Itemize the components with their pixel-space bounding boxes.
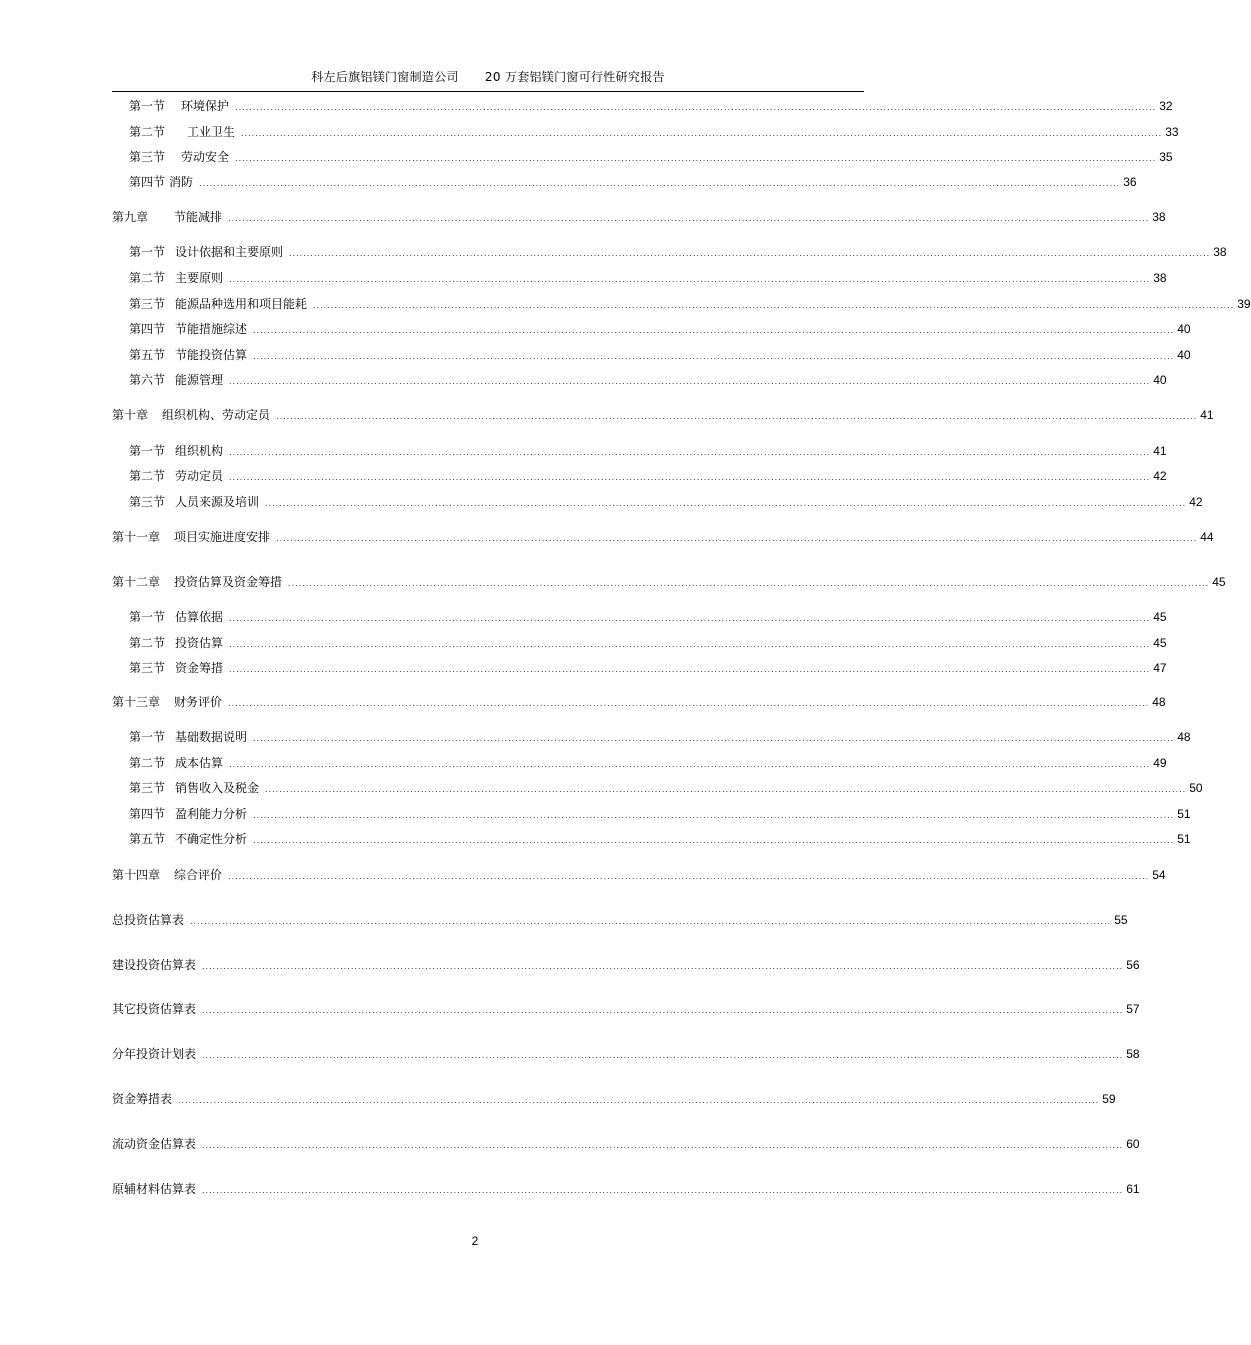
dot-leader: .................................................................................................................................................................................................................................................................... [228, 214, 1150, 223]
toc-entry-number: 第二节 [129, 636, 166, 650]
toc-entry-page: 57 [1126, 1002, 1140, 1016]
dot-leader: .................................................................................................................................................................................................................................................................... [229, 275, 1151, 284]
toc-entry-title: 节能措施综述 [175, 322, 248, 336]
toc-entry-page: 49 [1153, 756, 1167, 770]
toc-entry-page: 41 [1200, 408, 1214, 422]
toc-entry-page: 59 [1102, 1092, 1116, 1106]
dot-leader: .................................................................................................................................................................................................................................................................... [199, 179, 1121, 188]
toc-entry[interactable] [129, 780, 1203, 796]
toc-entry-number: 第二节 [129, 125, 166, 139]
toc-entry-page: 40 [1153, 373, 1167, 387]
toc-entry-title: 其它投资估算表 [112, 1002, 197, 1016]
toc-entry[interactable] [129, 149, 1173, 165]
dot-leader: .................................................................................................................................................................................................................................................................... [288, 579, 1210, 588]
toc-entry-page: 38 [1153, 271, 1167, 285]
dot-leader: .................................................................................................................................................................................................................................................................... [265, 499, 1187, 508]
toc-entry-title: 能源品种选用和项目能耗 [175, 297, 308, 311]
toc-entry-title: 劳动安全 [181, 150, 230, 164]
toc-entry-page: 41 [1153, 444, 1167, 458]
toc-entry-title: 建设投资估算表 [112, 958, 197, 972]
toc-entry[interactable] [129, 244, 1227, 260]
toc-entry[interactable] [129, 831, 1191, 847]
toc-entry-number: 第二节 [129, 756, 166, 770]
dot-leader: .................................................................................................................................................................................................................................................................... [235, 103, 1157, 112]
toc-entry-page: 47 [1153, 661, 1167, 675]
toc-entry[interactable] [129, 755, 1167, 771]
toc-entry-page: 56 [1126, 958, 1140, 972]
toc-entry-title: 估算依据 [175, 610, 224, 624]
toc-entry-page: 55 [1114, 913, 1128, 927]
toc-entry[interactable] [129, 609, 1167, 625]
toc-entry-title: 分年投资计划表 [112, 1047, 197, 1061]
toc-entry-number: 第四节 [129, 807, 166, 821]
toc-entry-page: 58 [1126, 1047, 1140, 1061]
dot-leader: .................................................................................................................................................................................................................................................................... [289, 249, 1211, 258]
dot-leader: .................................................................................................................................................................................................................................................................... [265, 785, 1187, 794]
toc-entry-page: 42 [1189, 495, 1203, 509]
dot-leader: .................................................................................................................................................................................................................................................................... [229, 448, 1151, 457]
dot-leader: .................................................................................................................................................................................................................................................................... [276, 412, 1198, 421]
toc-entry[interactable] [129, 270, 1167, 286]
dot-leader: .................................................................................................................................................................................................................................................................... [253, 836, 1175, 845]
toc-entry-title: 总投资估算表 [112, 913, 185, 927]
toc-entry[interactable] [112, 529, 1214, 545]
toc-entry-number: 第二节 [129, 469, 166, 483]
toc-entry-title: 资金筹措 [175, 661, 224, 675]
toc-entry-page: 48 [1177, 730, 1191, 744]
toc-entry-title: 财务评价 [174, 695, 223, 709]
dot-leader: .................................................................................................................................................................................................................................................................... [241, 129, 1163, 138]
dot-leader: .................................................................................................................................................................................................................................................................... [229, 614, 1151, 623]
toc-entry[interactable] [112, 1046, 1140, 1062]
toc-entry[interactable] [112, 1001, 1140, 1017]
toc-entry-number: 第十一章 [112, 530, 161, 544]
toc-entry[interactable] [129, 321, 1191, 337]
toc-entry-title: 人员来源及培训 [175, 495, 260, 509]
toc-entry-page: 60 [1126, 1137, 1140, 1151]
toc-entry-page: 45 [1153, 636, 1167, 650]
header-report-title: 20 万套铝镁门窗可行性研究报告 [484, 70, 665, 84]
toc-entry-number: 第四节 [129, 175, 166, 189]
toc-entry-title: 盈利能力分析 [175, 807, 248, 821]
toc-entry-title: 劳动定员 [175, 469, 224, 483]
toc-entry-number: 第一节 [129, 99, 166, 113]
toc-entry-title: 组织机构 [175, 444, 224, 458]
dot-leader: .................................................................................................................................................................................................................................................................... [313, 301, 1235, 310]
toc-entry[interactable] [112, 574, 1226, 590]
toc-entry[interactable] [112, 867, 1166, 883]
toc-entry[interactable] [112, 407, 1214, 423]
toc-entry-title: 环境保护 [181, 99, 230, 113]
dot-leader: .................................................................................................................................................................................................................................................................... [253, 352, 1175, 361]
toc-entry-title: 组织机构、劳动定员 [162, 408, 271, 422]
toc-entry-number: 第一节 [129, 245, 166, 259]
toc-entry-title: 设计依据和主要原则 [175, 245, 284, 259]
dot-leader: .................................................................................................................................................................................................................................................................... [253, 811, 1175, 820]
toc-entry[interactable] [129, 124, 1179, 140]
toc-entry-page: 33 [1165, 125, 1179, 139]
dot-leader: .................................................................................................................................................................................................................................................................... [228, 872, 1150, 881]
toc-entry-title: 销售收入及税金 [175, 781, 260, 795]
toc-entry-page: 44 [1200, 530, 1214, 544]
toc-entry-number: 第三节 [129, 297, 166, 311]
toc-entry-page: 61 [1126, 1182, 1140, 1196]
toc-entry[interactable] [112, 1181, 1140, 1197]
toc-entry-title: 能源管理 [175, 373, 224, 387]
toc-entry[interactable] [129, 660, 1167, 676]
toc-entry-title: 消防 [169, 175, 194, 189]
header-company: 科左后旗铝镁门窗制造公司 [311, 70, 459, 84]
toc-entry-title: 节能减排 [174, 210, 223, 224]
dot-leader: .................................................................................................................................................................................................................................................................... [229, 665, 1151, 674]
dot-leader: .................................................................................................................................................................................................................................................................... [190, 917, 1112, 926]
toc-entry-number: 第十四章 [112, 868, 161, 882]
toc-entry[interactable] [129, 98, 1173, 114]
dot-leader: .................................................................................................................................................................................................................................................................... [202, 1186, 1124, 1195]
toc-entry-title: 项目实施进度安排 [174, 530, 271, 544]
toc-entry-number: 第六节 [129, 373, 166, 387]
toc-entry-title: 资金筹措表 [112, 1092, 173, 1106]
toc-entry[interactable] [129, 468, 1167, 484]
dot-leader: .................................................................................................................................................................................................................................................................... [178, 1096, 1100, 1105]
toc-entry-title: 综合评价 [174, 868, 223, 882]
toc-entry[interactable] [112, 694, 1166, 710]
toc-entry-number: 第三节 [129, 781, 166, 795]
toc-entry-number: 第四节 [129, 322, 166, 336]
toc-entry-number: 第三节 [129, 150, 166, 164]
toc-entry-title: 投资估算及资金筹措 [174, 575, 283, 589]
toc-entry-number: 第十二章 [112, 575, 161, 589]
toc-entry-number: 第九章 [112, 210, 149, 224]
toc-entry-number: 第一节 [129, 444, 166, 458]
dot-leader: .................................................................................................................................................................................................................................................................... [253, 734, 1175, 743]
toc-entry[interactable] [129, 635, 1167, 651]
toc-entry-page: 35 [1159, 150, 1173, 164]
toc-entry-page: 39 [1237, 297, 1251, 311]
toc-entry[interactable] [112, 912, 1128, 928]
toc-entry-number: 第五节 [129, 348, 166, 362]
toc-entry-number: 第十章 [112, 408, 149, 422]
toc-entry-page: 48 [1152, 695, 1166, 709]
dot-leader: .................................................................................................................................................................................................................................................................... [253, 326, 1175, 335]
toc-entry-title: 投资估算 [175, 636, 224, 650]
toc-entry-title: 主要原则 [175, 271, 224, 285]
toc-entry[interactable] [129, 372, 1167, 388]
toc-entry[interactable] [129, 347, 1191, 363]
toc-entry-number: 第五节 [129, 832, 166, 846]
toc-entry-title: 节能投资估算 [175, 348, 248, 362]
toc-entry[interactable] [112, 1136, 1140, 1152]
toc-entry-page: 51 [1177, 807, 1191, 821]
toc-entry-page: 38 [1213, 245, 1227, 259]
toc-entry[interactable] [129, 729, 1191, 745]
dot-leader: .................................................................................................................................................................................................................................................................... [202, 1006, 1124, 1015]
dot-leader: .................................................................................................................................................................................................................................................................... [229, 640, 1151, 649]
toc-entry-page: 50 [1189, 781, 1203, 795]
toc-entry[interactable] [112, 209, 1166, 225]
dot-leader: .................................................................................................................................................................................................................................................................... [202, 962, 1124, 971]
toc-entry[interactable] [129, 296, 1251, 312]
dot-leader: .................................................................................................................................................................................................................................................................... [202, 1051, 1124, 1060]
toc-entry-number: 第十三章 [112, 695, 161, 709]
dot-leader: .................................................................................................................................................................................................................................................................... [229, 760, 1151, 769]
dot-leader: .................................................................................................................................................................................................................................................................... [276, 534, 1198, 543]
toc-entry[interactable] [129, 806, 1191, 822]
toc-entry-page: 40 [1177, 322, 1191, 336]
toc-entry-title: 不确定性分析 [175, 832, 248, 846]
dot-leader: .................................................................................................................................................................................................................................................................... [235, 154, 1157, 163]
toc-entry-page: 36 [1123, 175, 1137, 189]
toc-entry-page: 45 [1153, 610, 1167, 624]
dot-leader: .................................................................................................................................................................................................................................................................... [202, 1141, 1124, 1150]
toc-entry[interactable] [129, 494, 1203, 510]
toc-entry-number: 第二节 [129, 271, 166, 285]
toc-entry-title: 工业卫生 [187, 125, 236, 139]
dot-leader: .................................................................................................................................................................................................................................................................... [229, 473, 1151, 482]
toc-entry-page: 40 [1177, 348, 1191, 362]
toc-entry-number: 第三节 [129, 661, 166, 675]
toc-entry-page: 45 [1212, 575, 1226, 589]
toc-entry[interactable] [129, 443, 1167, 459]
toc-entry[interactable] [112, 957, 1140, 973]
toc-entry-title: 成本估算 [175, 756, 224, 770]
toc-entry-title: 原辅材料估算表 [112, 1182, 197, 1196]
toc-entry-number: 第一节 [129, 730, 166, 744]
toc-entry-page: 51 [1177, 832, 1191, 846]
toc-entry-page: 38 [1152, 210, 1166, 224]
toc-entry-page: 42 [1153, 469, 1167, 483]
toc-entry-title: 基础数据说明 [175, 730, 248, 744]
toc-entry-number: 第一节 [129, 610, 166, 624]
toc-entry-page: 32 [1159, 99, 1173, 113]
page-number: 2 [471, 1234, 479, 1248]
dot-leader: .................................................................................................................................................................................................................................................................... [228, 699, 1150, 708]
toc-entry-page: 54 [1152, 868, 1166, 882]
toc-entry-title: 流动资金估算表 [112, 1137, 197, 1151]
dot-leader: .................................................................................................................................................................................................................................................................... [229, 377, 1151, 386]
toc-entry[interactable] [112, 1091, 1116, 1107]
toc-entry[interactable] [129, 174, 1137, 190]
toc-entry-number: 第三节 [129, 495, 166, 509]
